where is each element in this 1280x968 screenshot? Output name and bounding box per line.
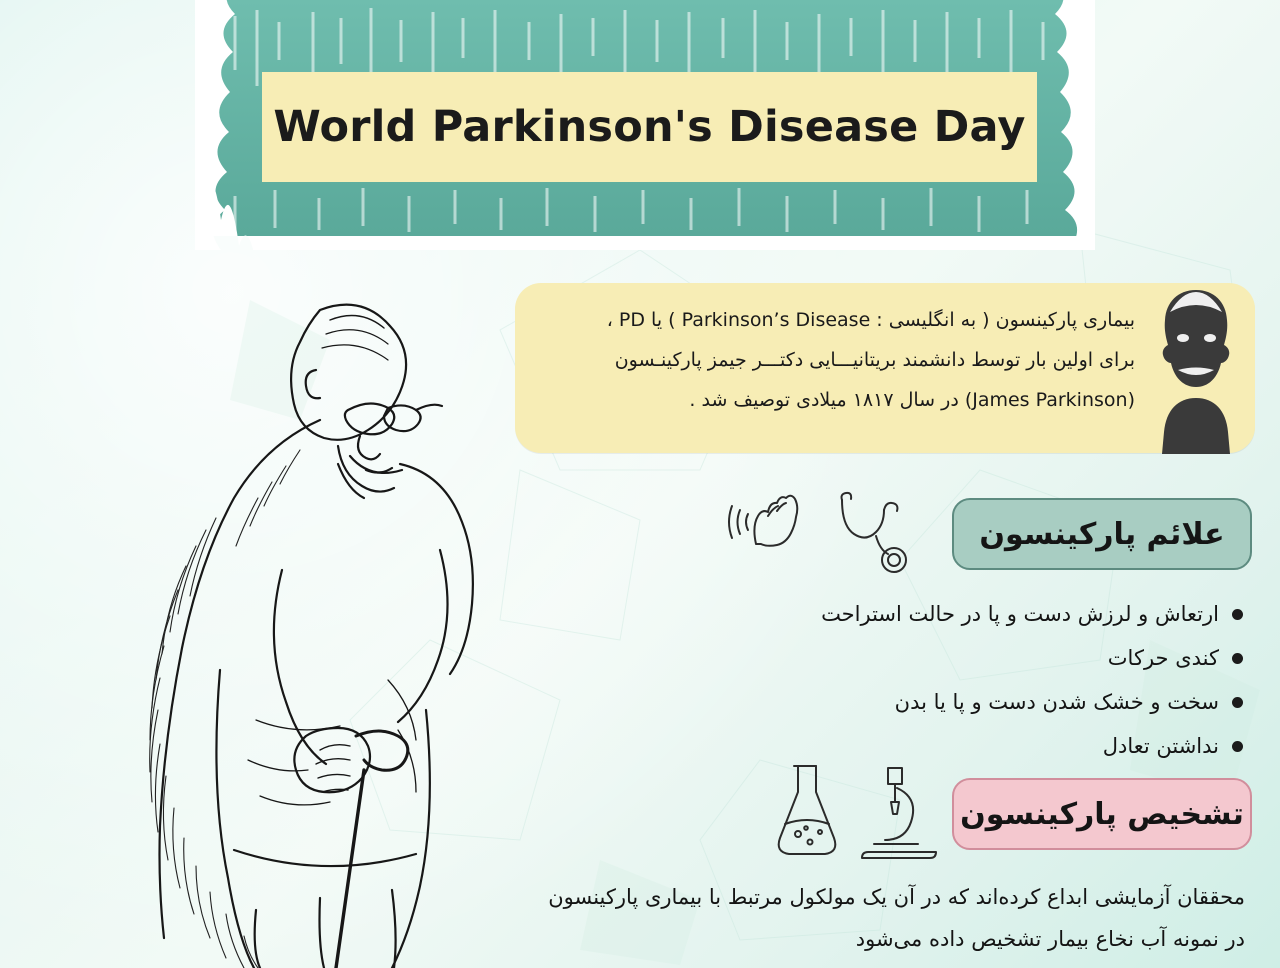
intro-line-1: بیماری پارکینسون ( به انگلیسی : Parkinson’s Disease ) یا PD ،: [606, 309, 1135, 331]
intro-line-2: برای اولین بار توسط دانشمند بریتانیـــایی دکتـــر جیمز پارکینـسون: [614, 349, 1135, 371]
intro-text-block: [535, 300, 1135, 420]
title-plate: [262, 72, 1037, 182]
section-header-symptoms: [952, 498, 1252, 570]
list-item: ارتعاش و لرزش دست و پا در حالت استراحت: [525, 592, 1245, 636]
list-item: سخت و خشک شدن دست و پا یا بدن: [525, 680, 1245, 724]
elderly-man-with-cane-illustration: [20, 250, 490, 968]
intro-line-3: (James Parkinson) در سال ۱۸۱۷ میلادی توصیف شد .: [689, 389, 1135, 411]
symptom-list: [525, 592, 1245, 768]
section-label-symptoms: علائم پارکینسون: [979, 516, 1225, 552]
list-item: کندی حرکات: [525, 636, 1245, 680]
list-item: نداشتن تعادل: [525, 724, 1245, 768]
diagnosis-line-2: در نمونه آب نخاع بیمار تشخیص داده می‌شود: [855, 927, 1245, 951]
section-label-diagnosis: تشخیص پارکینسون: [960, 796, 1244, 832]
symptom-icons-group: [718, 482, 938, 582]
diagnosis-text-block: [425, 876, 1245, 960]
diagnosis-icons-group: [760, 758, 950, 870]
page-title: World Parkinson's Disease Day: [273, 102, 1026, 152]
james-parkinson-portrait-icon: [1140, 282, 1252, 454]
diagnosis-line-1: محققان آزمایشی ابداع کرده‌اند که در آن یک مولکول مرتبط با بیماری پارکینسون: [548, 885, 1245, 909]
section-header-diagnosis: [952, 778, 1252, 850]
